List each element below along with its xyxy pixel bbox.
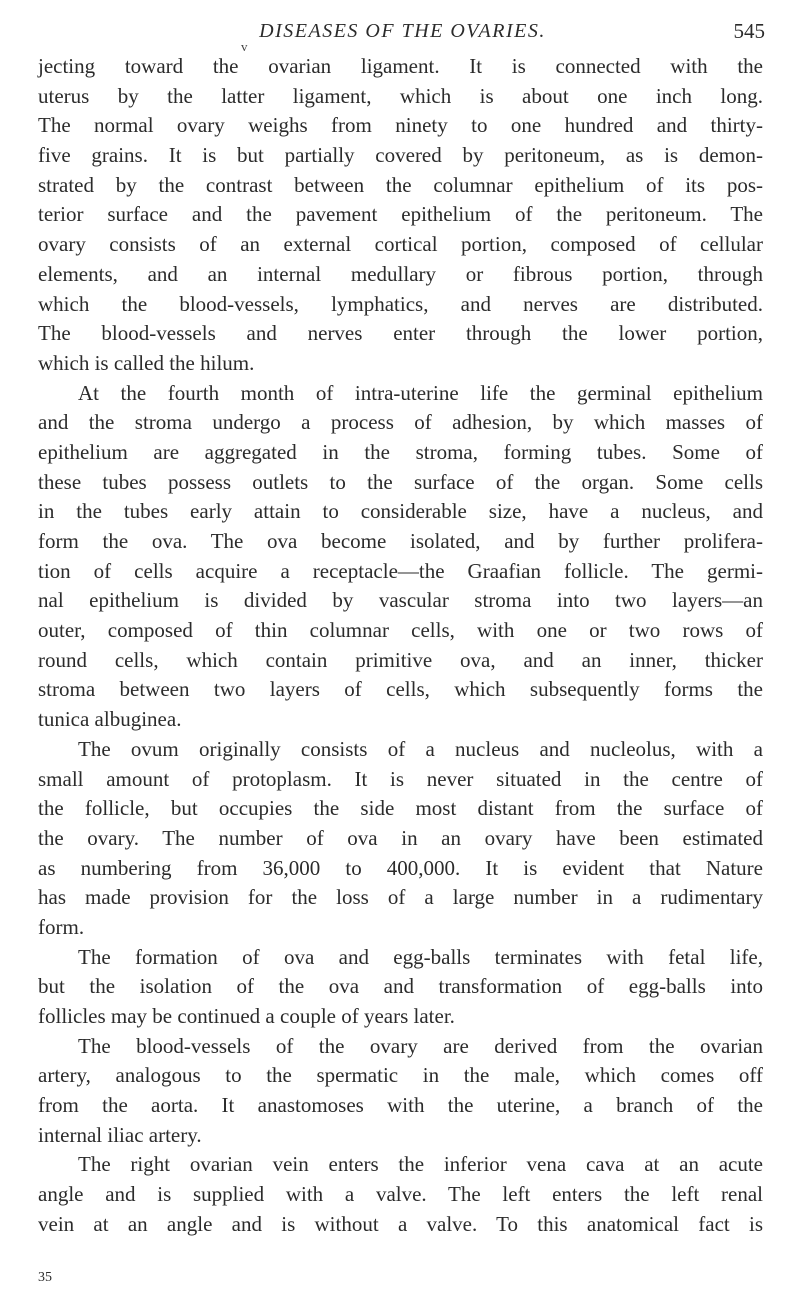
running-title: DISEASES OF THE OVARIES. xyxy=(259,20,546,42)
text-line: form the ova. The ova become isolated, and by further prolifera- xyxy=(38,529,763,553)
text-line: stroma between two layers of cells, which subsequently forms the xyxy=(38,677,763,702)
text-line: nal epithelium is divided by vascular stroma into two layers—an xyxy=(38,588,763,613)
text-line: follicles may be continued a couple of years later. xyxy=(38,1004,455,1028)
text-line: tunica albuginea. xyxy=(38,707,182,732)
text-line: At the fourth month of intra-uterine life the germinal epithelium xyxy=(78,380,763,405)
text-line: strated by the contrast between the columnar epithelium of its pos- xyxy=(38,172,763,197)
text-line: and the stroma undergo a process of adhesion, by which masses of xyxy=(38,410,763,435)
text-line: elements, and an internal medullary or fibrous portion, through xyxy=(38,261,763,286)
running-head xyxy=(40,14,765,48)
text-line: but the isolation of the ova and transformation of egg-balls into xyxy=(38,974,763,999)
text-line: as numbering from 36,000 to 400,000. It is evident that Nature xyxy=(38,855,763,880)
text-line: The blood-vessels and nerves enter through the lower portion, xyxy=(38,321,763,346)
body-text xyxy=(38,52,763,1240)
text-line: The ovum originally consists of a nucleus and nucleolus, with a xyxy=(78,736,763,761)
printer-mark: v xyxy=(241,39,248,54)
text-line: epithelium are aggregated in the stroma, forming tubes. Some of xyxy=(38,439,763,464)
text-line: from the aorta. It anastomoses with the uterine, a branch of the xyxy=(38,1093,763,1118)
text-line: internal iliac artery. xyxy=(38,1122,202,1147)
text-line: round cells, which contain primitive ova, and an inner, thicker xyxy=(38,647,763,672)
text-line: jecting toward the ovarian ligament. It is connected with the xyxy=(38,54,763,78)
text-line: angle and is supplied with a valve. The left enters the left renal xyxy=(38,1182,763,1207)
signature-mark: 35 xyxy=(38,1270,52,1285)
text-line: these tubes possess outlets to the surface of the organ. Some cells xyxy=(38,469,763,494)
text-line: in the tubes early attain to considerable size, have a nucleus, and xyxy=(38,499,763,524)
text-line: The blood-vessels of the ovary are derived from the ovarian xyxy=(78,1033,763,1058)
text-line: the ovary. The number of ova in an ovary have been estimated xyxy=(38,825,763,850)
text-line: terior surface and the pavement epithelium of the peritoneum. The xyxy=(38,202,763,227)
text-line: has made provision for the loss of a large number in a rudimentary xyxy=(38,885,763,910)
text-line: the follicle, but occupies the side most distant from the surface of xyxy=(38,796,763,821)
text-line: The right ovarian vein enters the inferior vena cava at an acute xyxy=(78,1152,763,1177)
text-line: vein at an angle and is without a valve. To this anatomical fact is xyxy=(38,1211,763,1236)
text-line: small amount of protoplasm. It is never situated in the centre of xyxy=(38,766,763,791)
text-line: five grains. It is but partially covered by peritoneum, as is demon- xyxy=(38,143,763,168)
text-line: tion of cells acquire a receptacle—the Graafian follicle. The germi- xyxy=(38,558,763,583)
text-line: The normal ovary weighs from ninety to one hundred and thirty- xyxy=(38,113,763,138)
text-line: The formation of ova and egg-balls terminates with fetal life, xyxy=(78,944,763,969)
text-line: which is called the hilum. xyxy=(38,350,255,375)
text-line: ovary consists of an external cortical portion, composed of cellular xyxy=(38,232,763,257)
page-number: 545 xyxy=(733,19,765,43)
text-line: artery, analogous to the spermatic in the male, which comes off xyxy=(38,1063,763,1088)
text-line: form. xyxy=(38,914,85,939)
text-line: uterus by the latter ligament, which is about one inch long. xyxy=(38,83,763,108)
text-line: outer, composed of thin columnar cells, with one or two rows of xyxy=(38,618,763,643)
text-line: which the blood-vessels, lymphatics, and nerves are distributed. xyxy=(38,291,763,316)
